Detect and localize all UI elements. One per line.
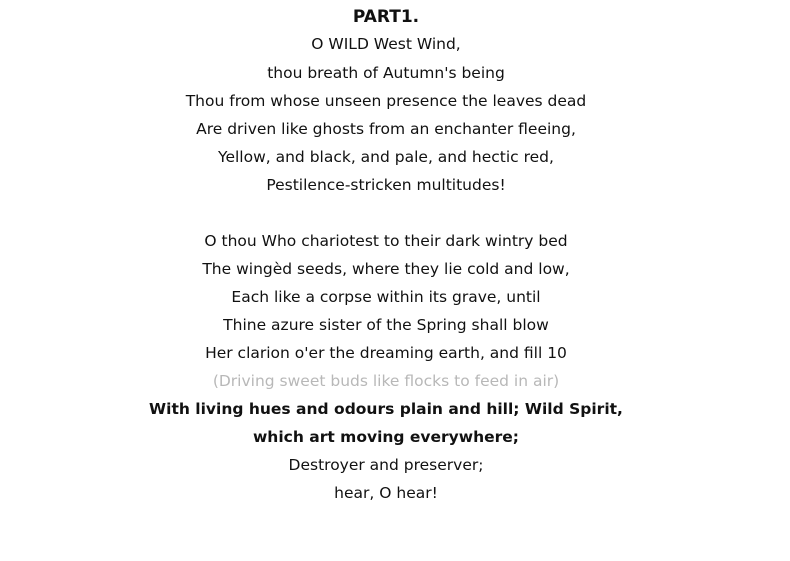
- poem-line: O WILD West Wind,: [311, 35, 461, 53]
- poem-line: thou breath of Autumn's being: [267, 64, 505, 82]
- poem-line-muted: (Driving sweet buds like flocks to feed in air): [212, 372, 560, 390]
- poem-line: The wingèd seeds, where they lie cold and low,: [202, 260, 570, 278]
- poem-line: hear, O hear!: [334, 484, 438, 502]
- poem-container: [0, 5, 772, 507]
- poem-line: Her clarion o'er the dreaming earth, and fill 10: [205, 344, 567, 362]
- poem-line: Are driven like ghosts from an enchanter fleeing,: [196, 120, 576, 138]
- poem-line: O thou Who chariotest to their dark wintry bed: [204, 232, 568, 250]
- poem-line: Each like a corpse within its grave, until: [231, 288, 541, 306]
- poem-title: PART1.: [352, 7, 420, 27]
- poem-line: Thou from whose unseen presence the leaves dead: [185, 92, 587, 110]
- poem-line: Yellow, and black, and pale, and hectic red,: [218, 148, 554, 166]
- poem-line: Destroyer and preserver;: [288, 456, 484, 474]
- poem-line-bold: which art moving everywhere;: [252, 428, 520, 446]
- poem-line: Thine azure sister of the Spring shall blow: [223, 316, 549, 334]
- stanza-break: [0, 199, 772, 227]
- poem-line: Pestilence-stricken multitudes!: [266, 176, 506, 194]
- poem-line-bold: With living hues and odours plain and hill; Wild Spirit,: [149, 400, 623, 418]
